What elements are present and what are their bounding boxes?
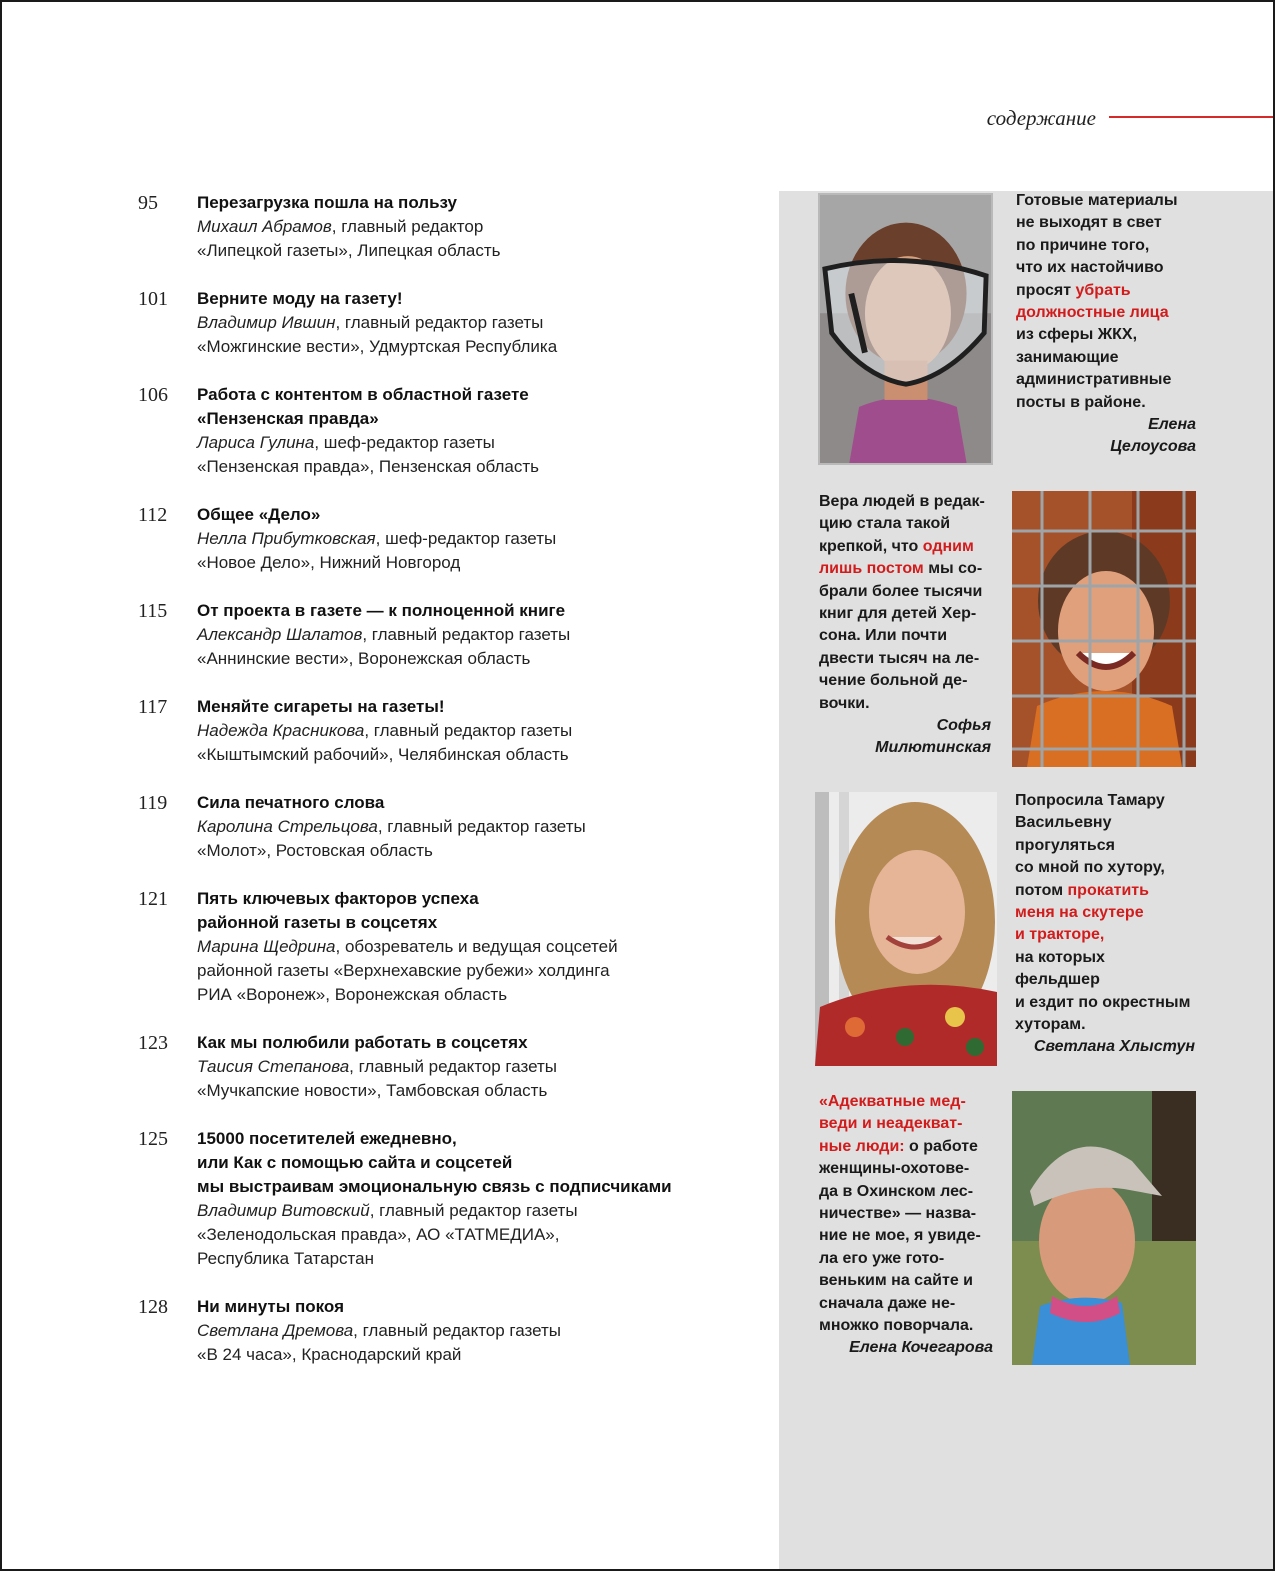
toc-page-number: 106: [138, 384, 168, 406]
toc-page-number: 121: [138, 888, 168, 910]
toc-author-role: , главный редактор «Липецкой газеты», Липецкая область: [197, 217, 501, 260]
toc-page-number: 125: [138, 1128, 168, 1150]
toc-author-line: [197, 527, 738, 575]
toc-author-role: , главный редактор газеты «Мучкапские новости», Тамбовская область: [197, 1057, 558, 1100]
quote-card-3: [1015, 790, 1195, 1059]
toc-entry[interactable]: [138, 191, 738, 263]
portrait-photo-4: [1012, 1091, 1196, 1365]
quote-text: Попросила Тамару Васильевну прогуляться со мной по хутору, потом: [1015, 792, 1165, 899]
toc-author: Михаил Абрамов: [197, 217, 332, 236]
quote-highlight: одним лишь постом: [819, 537, 974, 578]
toc-entry[interactable]: [138, 383, 738, 479]
toc-author-role: , шеф-редактор газеты «Пензенская правда», Пензенская область: [197, 433, 540, 476]
toc-entry[interactable]: [138, 503, 738, 575]
toc-title: От проекта в газете — к полноценной книге: [197, 601, 566, 620]
toc-page-number: 95: [138, 192, 158, 214]
toc-title: Меняйте сигареты на газеты!: [197, 697, 445, 716]
toc-title: Как мы полюбили работать в соцсетях: [197, 1033, 528, 1052]
section-label: содержание: [986, 106, 1096, 130]
toc-author-role: , главный редактор газеты «Молот», Ростовская область: [197, 817, 586, 860]
quote-text: мы со- брали более тысячи книг для детей Хер- сона. Или почти двести тысяч на ле- чение больной де- вочки.: [819, 560, 983, 712]
toc-author: Лариса Гулина: [197, 433, 315, 452]
toc-entry[interactable]: [138, 695, 738, 767]
toc-entry[interactable]: [138, 887, 738, 1007]
toc-title: Верните моду на газету!: [197, 289, 403, 308]
toc-author-role: , обозреватель и ведущая соцсетей районной газеты «Верхнехавские рубежи» холдинга РИА «Воронеж», Воронежская область: [197, 937, 618, 1004]
toc-author-line: [197, 719, 738, 767]
toc-entry[interactable]: [138, 1031, 738, 1103]
quote-signature: Елена Целоусова: [1110, 416, 1196, 456]
toc-author: Таисия Степанова: [197, 1057, 350, 1076]
toc-author-line: [197, 623, 738, 671]
quote-signature: Софья Милютинская: [875, 717, 991, 757]
toc-author-role: , главный редактор газеты «Аннинские вести», Воронежская область: [197, 625, 571, 668]
toc-entry[interactable]: [138, 599, 738, 671]
toc-title: Ни минуты покоя: [197, 1297, 344, 1316]
toc-author-line: [197, 1199, 738, 1271]
toc-author: Светлана Дремова: [197, 1321, 354, 1340]
toc-author-role: , главный редактор газеты «В 24 часа», Краснодарский край: [197, 1321, 562, 1364]
toc-page-number: 101: [138, 288, 168, 310]
quote-signature: Светлана Хлыстун: [1033, 1038, 1195, 1056]
toc-author: Владимир Ившин: [197, 313, 336, 332]
toc-title: 15000 посетителей ежедневно, или Как с помощью сайта и соцсетей мы выстраивам эмоциональную связь с подписчиками: [197, 1129, 672, 1196]
toc-page-number: 115: [138, 600, 168, 622]
toc-author: Нелла Прибутковская: [197, 529, 376, 548]
toc-page-number: 117: [138, 696, 168, 718]
toc-title: Работа с контентом в областной газете «Пензенская правда»: [197, 385, 529, 428]
toc-page-number: 119: [138, 792, 168, 814]
quote-text: Вера людей в редак- цию стала такой крепкой, что: [819, 493, 985, 555]
toc-page-number: 112: [138, 504, 168, 526]
toc-page-number: 123: [138, 1032, 168, 1054]
quote-text: Готовые материалы не выходят в свет по причине того, что их настойчиво просят: [1016, 192, 1178, 299]
quote-card-1: [1016, 190, 1196, 459]
toc-entry[interactable]: [138, 1127, 738, 1271]
toc-author: Александр Шалатов: [197, 625, 363, 644]
toc-author-line: [197, 431, 738, 479]
toc-author-role: , главный редактор газеты «Можгинские вести», Удмуртская Республика: [197, 313, 558, 356]
quote-card-2: [819, 491, 991, 760]
toc-author-line: [197, 815, 738, 863]
quote-highlight: убрать должностные лица: [1016, 281, 1169, 322]
toc-author: Владимир Витовский: [197, 1201, 370, 1220]
toc-author-role: , шеф-редактор газеты «Новое Дело», Нижний Новгород: [197, 529, 557, 572]
quote-highlight: прокатить меня на скутере и тракторе,: [1015, 881, 1149, 944]
quote-card-4: [819, 1091, 993, 1360]
toc-author-line: [197, 215, 738, 263]
toc-author: Марина Щедрина: [197, 937, 336, 956]
quote-highlight: «Адекватные мед- веди и неадекват- ные люди:: [819, 1093, 966, 1155]
toc-author-line: [197, 1319, 738, 1367]
portrait-photo-2: [1012, 491, 1196, 767]
toc-author: Надежда Красникова: [197, 721, 365, 740]
toc-entry[interactable]: [138, 287, 738, 359]
toc-author: Каролина Стрельцова: [197, 817, 378, 836]
toc-title: Общее «Дело»: [197, 505, 321, 524]
quote-text: на которых фельдшер и ездит по окрестным хуторам.: [1015, 948, 1191, 1034]
section-rule: [1109, 116, 1273, 118]
toc-title: Сила печатного слова: [197, 793, 385, 812]
toc-entry[interactable]: [138, 1295, 738, 1367]
toc-author-line: [197, 1055, 738, 1103]
quote-text: из сферы ЖКХ, занимающие административные посты в районе.: [1016, 326, 1172, 411]
toc-author-role: , главный редактор газеты «Кыштымский рабочий», Челябинская область: [197, 721, 573, 764]
portrait-photo-3: [815, 792, 997, 1066]
toc-page-number: 128: [138, 1296, 168, 1318]
toc-author-role: , главный редактор газеты «Зеленодольская правда», АО «ТАТМЕДИА», Республика Татарстан: [197, 1201, 578, 1268]
table-of-contents: [138, 191, 738, 1391]
quote-text: о работе женщины-охотове- да в Охинском лес- ничестве» — назва- ние не мое, я увиде- ла его уже гото- веньким на сайте и сначала даже не- множко поворчала.: [819, 1137, 981, 1335]
toc-entry[interactable]: [138, 791, 738, 863]
quote-signature: Елена Кочегарова: [849, 1339, 993, 1357]
toc-title: Пять ключевых факторов успеха районной газеты в соцсетях: [197, 889, 479, 932]
toc-author-line: [197, 311, 738, 359]
toc-author-line: [197, 935, 738, 1007]
toc-title: Перезагрузка пошла на пользу: [197, 193, 458, 212]
portrait-photo-1: [818, 193, 993, 465]
